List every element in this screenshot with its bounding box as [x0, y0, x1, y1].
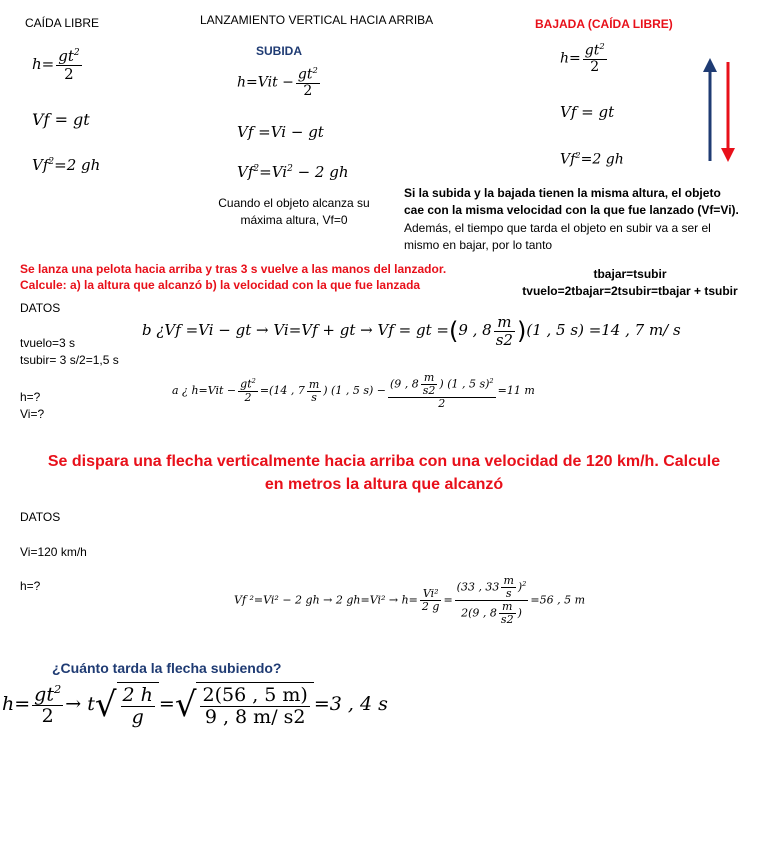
descent-vf2-formula: $Vf^2=2$ gh	[560, 150, 624, 168]
ascent-vf2-formula: $Vf^2=Vi^2 - 2$ gh	[237, 163, 349, 181]
free-fall-height-formula: h= $\frac{gt^2}{2}$	[32, 47, 80, 83]
problem2-statement: Se dispara una flecha verticalmente hacia arriba con una velocidad de 120 km/h. Calcule en metros la altura que alcanzó	[47, 453, 721, 493]
ascent-time-solution: h= $\frac{gt^2}{2}$ → t√ $\frac{2 h}{g}$ =√ $\frac{2(56 , 5 m)}{9 , 8 m/ s2}$ =3 , 4 s	[2, 681, 388, 728]
ascent-height-formula: h=Vit − $\frac{gt^2}{2}$	[237, 65, 318, 100]
descent-velocity-formula: Vf = gt	[560, 103, 615, 121]
ascent-velocity-formula: Vf =Vi − gt	[237, 123, 324, 141]
problem1-data-label: DATOS	[20, 301, 61, 315]
problem2-unknown: h=?	[20, 579, 41, 593]
descent-title: BAJADA (CAÍDA LIBRE)	[535, 17, 673, 31]
max-height-note: Cuando el objeto alcanza su máxima altura, Vf=0	[218, 196, 370, 227]
problem1-velocity-solution: b ¿Vf =Vi − gt → Vi=Vf + gt → Vf = gt =(9 , 8 $\frac{m}{s2}$ )(1 , 5 s) =14 , 7 m/ s	[142, 313, 681, 349]
problem2-initial-velocity: Vi=120 km/h	[20, 545, 87, 559]
same-height-note: Si la subida y la bajada tienen la misma altura, el objeto cae con la misma velocidad con la que fue lanzado (Vf=Vi).	[404, 186, 739, 217]
vertical-launch-title: LANZAMIENTO VERTICAL HACIA ARRIBA	[200, 13, 434, 27]
free-fall-velocity-formula: Vf = gt	[32, 110, 90, 129]
free-fall-title: CAÍDA LIBRE	[25, 16, 100, 30]
free-fall-vf2-formula: $Vf^2=2$ gh	[32, 156, 101, 174]
ascent-time-question: ¿Cuánto tarda la flecha subiendo?	[52, 660, 282, 676]
problem2-data-label: DATOS	[20, 510, 61, 524]
time-note: Además, el tiempo que tarda el objeto en subir va a ser el mismo en bajar, por lo tanto	[404, 221, 711, 252]
up-down-arrows-icon	[700, 56, 740, 166]
problem1-data-list: tvuelo=3 s tsubir= 3 s/2=1,5 s	[20, 336, 119, 367]
problem2-height-solution: Vf ²=Vi² − 2 gh → 2 gh=Vi² → h= $\frac{\text{Vi²}}{2 g}$ = (33 , 33 $\frac{m}{s}$ )$^2$ 2(9 , 8 $\frac{m}{s2}$ ) =56 , 5 m	[234, 574, 586, 627]
problem1-statement: Se lanza una pelota hacia arriba y tras 3 s vuelve a las manos del lanzador. Calcule: a) la altura que alcanzó b) la velocidad con la que fue lanzada	[20, 262, 447, 292]
problem1-unknowns: h=? Vi=?	[20, 390, 45, 421]
problem1-height-solution: a ¿ h=Vit − $\frac{gt^2}{2}$ =(14 , 7 $\frac{m}{s}$ ) (1 , 5 s) − (9 , 8 $\frac{m}{s2}$ ) (1 , 5 s)$^2$ 2 =11 m	[172, 371, 535, 411]
flight-time-equations: tbajar=tsubir tvuelo=2tbajar=2tsubir=tbajar + tsubir	[522, 267, 738, 298]
ascent-heading: SUBIDA	[256, 44, 303, 58]
descent-height-formula: h= $\frac{gt^2}{2}$	[560, 41, 605, 76]
